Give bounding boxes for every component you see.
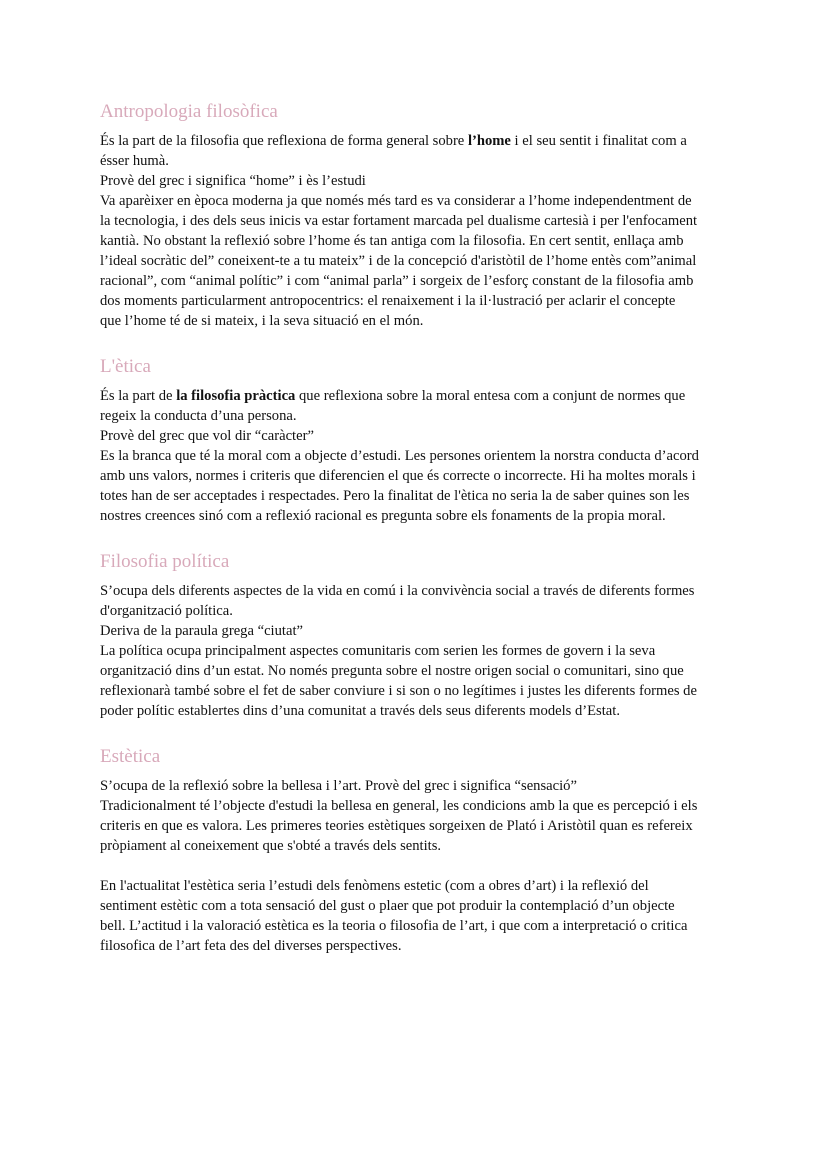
- paragraph-line: criteris en que es valora. Les primeres teories estètiques sorgeixen de Plató i Aristòtil quan es refereix: [100, 818, 693, 834]
- section-antropologia: [100, 99, 740, 331]
- paragraph-line: Es la branca que té la moral com a objecte d’estudi. Les persones orientem la norstra conducta d’acord: [100, 448, 699, 464]
- paragraph-line: kantià. No obstant la reflexió sobre l’home és tan antiga com la filosofia. En cert sentit, enllaça amb: [100, 233, 684, 249]
- paragraph-line: la tecnologia, i des dels seus inicis va estar fortament marcada pel dualisme cartesià i per l'enfocament: [100, 213, 698, 229]
- paragraph-line: Provè del grec que vol dir “caràcter”: [100, 428, 314, 444]
- text-segment: És la part de la filosofia que reflexiona de forma general sobre: [100, 133, 468, 149]
- paragraph-line: S’ocupa de la reflexió sobre la bellesa i l’art. Provè del grec i significa “sensació”: [100, 778, 577, 794]
- paragraph-line: reflexionarà també sobre el fet de saber conviure i si son o no legítimes i justes les diferents formes de: [100, 683, 697, 699]
- section-heading: Antropologia filosòfica: [100, 101, 278, 122]
- paragraph-line: que l’home té de si mateix, i la seva situació en el món.: [100, 313, 424, 329]
- section-heading: L'ètica: [100, 356, 151, 377]
- section-estetica: [100, 744, 740, 956]
- paragraph-line: Provè del grec i significa “home” i ès l’estudi: [100, 173, 366, 189]
- text-segment: que reflexiona sobre la moral entesa com a conjunt de normes que: [295, 388, 686, 404]
- paragraph-line: d'organització política.: [100, 603, 233, 619]
- paragraph-line: [100, 131, 740, 151]
- paragraph-line: Tradicionalment té l’objecte d'estudi la bellesa en general, les condicions amb la que es percepció i els: [100, 798, 698, 814]
- bold-term: l’home: [467, 133, 511, 149]
- paragraph-line: [100, 386, 740, 406]
- paragraph-line: amb uns valors, normes i criteris que diferencien el que és correcte o incorrecte. Hi ha moltes morals i: [100, 468, 696, 484]
- section-heading: Estètica: [100, 746, 161, 767]
- paragraph-line: poder polític establertes dins d’una comunitat a través dels seus diferents models d’Estat.: [100, 703, 620, 719]
- bold-term: la filosofia pràctica: [176, 388, 296, 404]
- paragraph-line: Deriva de la paraula grega “ciutat”: [100, 623, 303, 639]
- paragraph-spacer: [100, 856, 740, 876]
- paragraph-line: regeix la conducta d’una persona.: [100, 408, 297, 424]
- paragraph-line: totes han de ser acceptades i respectades. Pero la finalitat de l'ètica no seria la de saber quines son les: [100, 488, 690, 504]
- section-filosofia-politica: [100, 549, 740, 721]
- paragraph-line: En l'actualitat l'estètica seria l’estudi dels fenòmens estetic (com a obres d’art) i la reflexió del: [100, 878, 649, 894]
- paragraph-line: nostres creences sinó com a reflexió racional es pregunta sobre els fonaments de la propia moral.: [100, 508, 666, 524]
- paragraph-line: bell. L’actitud i la valoració estètica es la teoria o filosofia de l’art, i que com a interpretació o critica: [100, 918, 688, 934]
- paragraph-line: S’ocupa dels diferents aspectes de la vida en comú i la convivència social a través de diferents formes: [100, 583, 695, 599]
- section-heading: Filosofia política: [100, 551, 230, 572]
- paragraph-line: filosofica de l’art feta des del diverses perspectives.: [100, 938, 402, 954]
- paragraph-line: sentiment estètic com a tota sensació del gust o plaer que pot produir la contemplació d’un objecte: [100, 898, 675, 914]
- paragraph-line: organització dins d’un estat. No només pregunta sobre el nostre origen social o comunitari, sino que: [100, 663, 684, 679]
- text-segment: És la part de: [100, 388, 177, 404]
- text-segment: i el seu sentit i finalitat com a: [510, 133, 687, 149]
- document-page: [100, 99, 740, 956]
- paragraph-line: dos moments particularment antropocentrics: el renaixement i la il·lustració per aclarir el concepte: [100, 293, 676, 309]
- paragraph-line: pròpiament al coneixement que s'obté a través dels sentits.: [100, 838, 442, 854]
- paragraph-line: racional”, com “animal polític” i com “animal parla” i sorgeix de l’esforç constant de la filosofia amb: [100, 273, 694, 289]
- paragraph-line: La política ocupa principalment aspectes comunitaris com serien les formes de govern i la seva: [100, 643, 656, 659]
- paragraph-line: Va aparèixer en època moderna ja que només més tard es va considerar a l’home independentment de: [100, 193, 692, 209]
- paragraph-line: l’ideal socràtic del” coneixent-te a tu mateix” i de la concepció d'aristòtil de l’home entès com”animal: [100, 253, 697, 269]
- paragraph-line: ésser humà.: [100, 153, 169, 169]
- section-etica: [100, 354, 740, 526]
